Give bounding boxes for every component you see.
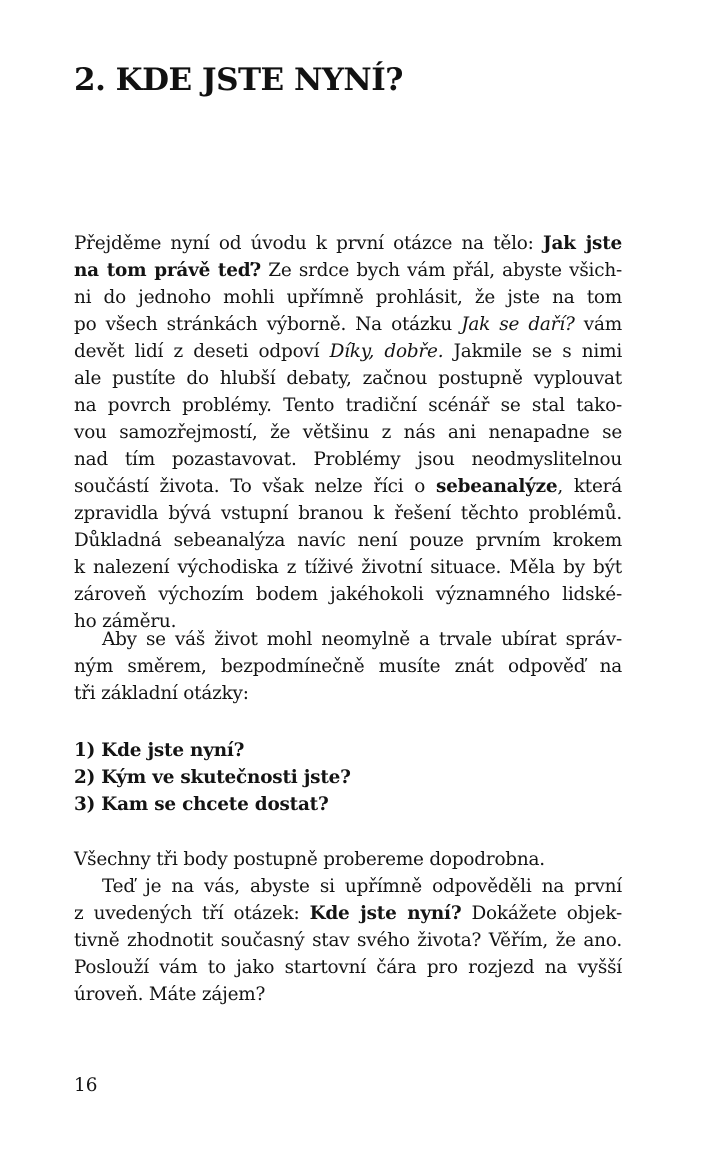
text-line: Důkladná sebeanalýza navíc není pouze prvním krokem — [74, 530, 622, 551]
question-list — [74, 737, 622, 818]
text-line: součástí života. To však nelze říci o sebeanalýze, která — [74, 476, 622, 497]
text-line: vou samozřejmostí, že většinu z nás ani nenapadne se — [74, 422, 622, 443]
text-line: devět lidí z deseti odpoví Díky, dobře. Jakmile se s nimi — [74, 341, 623, 362]
text-line: Teď je na vás, abyste si upřímně odpověděli na první — [102, 876, 622, 897]
emphasis-term: sebeanalýze — [435, 476, 558, 497]
text-line: k nalezení východiska z tíživé životní situace. Měla by být — [74, 557, 622, 578]
text-line: úroveň. Máte zájem? — [74, 984, 266, 1005]
paragraph-intro — [74, 230, 622, 635]
list-item: 1) Kde jste nyní? — [74, 740, 245, 761]
emphasis-question: na tom právě teď? — [74, 260, 261, 281]
text-line: ho záměru. — [74, 611, 177, 632]
chapter-title: 2. KDE JSTE NYNÍ? — [74, 62, 403, 98]
emphasis-question: Kde jste nyní? — [309, 903, 462, 924]
text-line: Poslouží vám to jako startovní čára pro rozjezd na vyšší — [74, 957, 622, 978]
text-line: nad tím pozastavovat. Problémy jsou neodmyslitelnou — [74, 449, 622, 470]
text-line: tři základní otázky: — [74, 683, 249, 704]
italic-phrase: Díky, dobře. — [329, 341, 444, 362]
emphasis-question: Jak jste — [542, 233, 622, 254]
list-item: 3) Kam se chcete dostat? — [74, 794, 329, 815]
text-line: z uvedených tří otázek: Kde jste nyní? Dokážete objek- — [74, 903, 623, 924]
text-line: tivně zhodnotit současný stav svého života? Věřím, že ano. — [74, 930, 622, 951]
paragraph-three-questions-intro — [74, 626, 622, 707]
text-line: Všechny tři body postupně probereme dopodrobna. — [74, 849, 545, 870]
text-line: po všech stránkách výborně. Na otázku Jak se daří? vám — [74, 314, 622, 335]
paragraph-closing — [74, 846, 622, 1008]
book-page — [74, 0, 622, 1150]
text-line: zpravidla bývá vstupní branou k řešení těchto problémů. — [74, 503, 622, 524]
text-line: ni do jednoho mohli upřímně prohlásit, že jste na tom — [74, 287, 622, 308]
list-item: 2) Kým ve skutečnosti jste? — [74, 767, 351, 788]
page-number: 16 — [74, 1075, 98, 1096]
italic-phrase: Jak se daří? — [461, 314, 575, 335]
text-line: zároveň výchozím bodem jakéhokoli významného lidské- — [74, 584, 622, 605]
text-line: ale pustíte do hlubší debaty, začnou postupně vyplouvat — [74, 368, 622, 389]
text-line: na tom právě teď? Ze srdce bych vám přál, abyste všich- — [74, 260, 622, 281]
text-line: Přejděme nyní od úvodu k první otázce na tělo: Jak jste — [74, 233, 622, 254]
text-line: Aby se váš život mohl neomylně a trvale ubírat správ- — [102, 629, 622, 650]
text-line: ným směrem, bezpodmínečně musíte znát odpověď na — [74, 656, 622, 677]
text-line: na povrch problémy. Tento tradiční scénář se stal tako- — [74, 395, 622, 416]
